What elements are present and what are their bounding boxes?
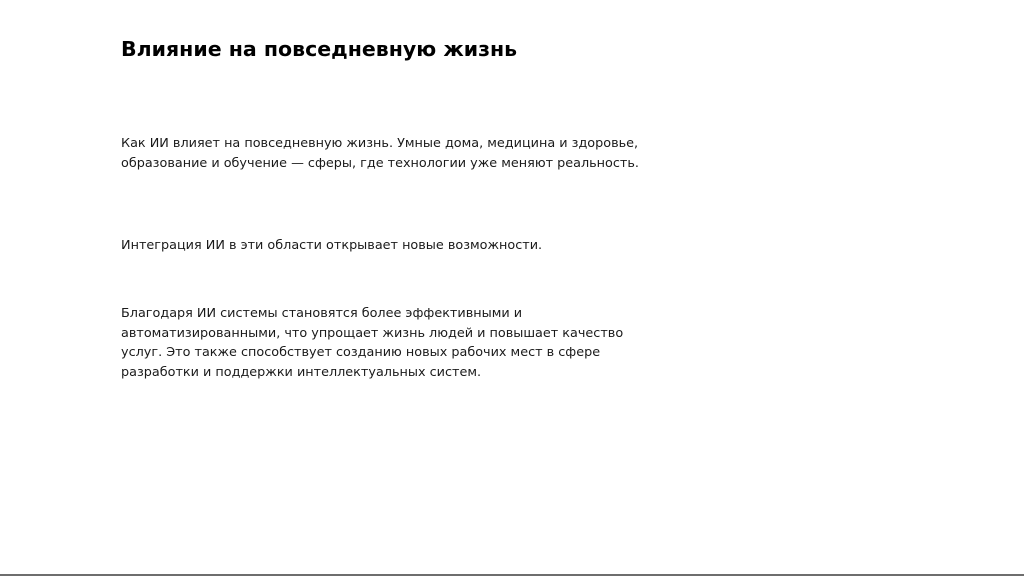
paragraph-integration: Интеграция ИИ в эти области открывает новые возможности. — [121, 238, 543, 253]
slide-title: Влияние на повседневную жизнь — [121, 37, 518, 61]
paragraph-daily-life: Как ИИ влияет на повседневную жизнь. Умные дома, медицина и здоровье, образование и обучение — сферы, где технологии уже меняют реальность. — [121, 136, 639, 171]
paragraph-benefits: Благодаря ИИ системы становятся более эффективными и автоматизированными, что упрощает жизнь людей и повышает качество услуг. Это также способствует созданию новых рабочих мест в сфере разработки и поддержки интеллектуальных систем. — [121, 306, 624, 380]
